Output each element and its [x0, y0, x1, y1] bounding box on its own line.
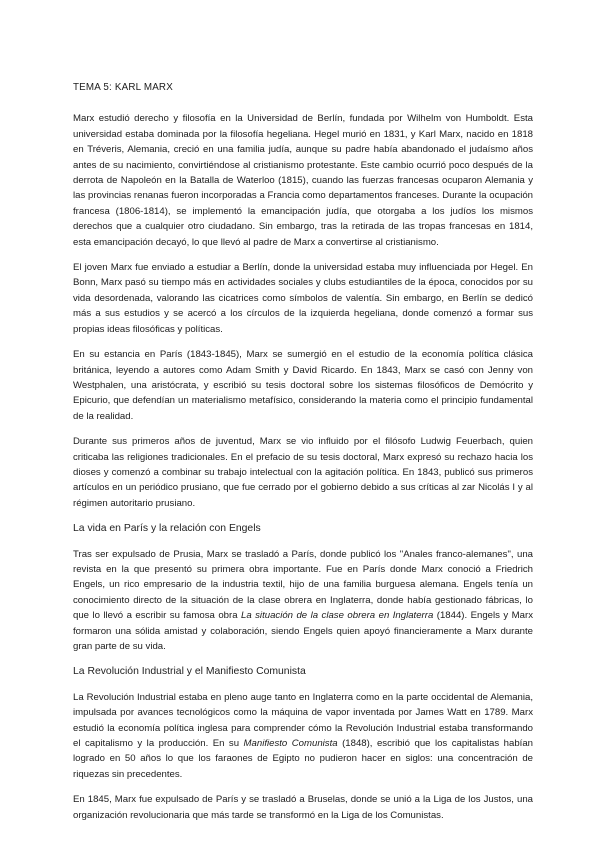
text-run: (1844). Engels y Marx formaron una sólida amistad y colaboración, siendo Engels quien apoyó financieramente a Marx durante gran parte de su vida.: [73, 610, 533, 652]
document-title: TEMA 5: KARL MARX: [73, 82, 173, 93]
book-title: Manifiesto Comunista: [243, 738, 338, 750]
section-heading: La Revolución Industrial y el Manifiesto Comunista: [73, 666, 306, 678]
paragraph: [73, 547, 533, 655]
book-title: La situación de la clase obrera en Inglaterra: [241, 610, 434, 622]
paragraph: Durante sus primeros años de juventud, Marx se vio influido por el filósofo Ludwig Feuerbach, quien criticaba las religiones tradicionales. En el prefacio de su tesis doctoral, Marx expresó su rechazo hacia los dioses y comenzó a combinar su trabajo intelectual con la agitación política. En 1843, publicó sus primeros artículos en un periódico prusiano, que fue cerrado por el gobierno debido a sus críticas al zar Nicolás I y al régimen autoritario prusiano.: [73, 436, 533, 509]
text-run: (1848), escribió que los capitalistas habían logrado en 50 años lo que los faraones de Egipto no pudieron hacer en siglos: una concentración de riquezas sin precedentes.: [73, 738, 533, 780]
paragraph: [73, 690, 533, 782]
paragraph: Marx estudió derecho y filosofía en la Universidad de Berlín, fundada por Wilhelm von Humboldt. Esta universidad estaba dominada por la filosofía hegeliana. Hegel murió en 1831, y Karl Marx, nacido en 1818 en Tréveris, Alemania, creció en una familia judía, aunque su padre había abandonado el judaísmo años antes de su nacimiento, convirtiéndose al cristianismo protestante. Este cambio ocurrió poco después de la derrota de Napoleón en la Batalla de Waterloo (1815), cuando las fuerzas francesas ocuparon Alemania y las provincias renanas fueron incorporadas a Francia como departamentos franceses. Durante la ocupación francesa (1806-1814), se implementó la emancipación judía, que otorgaba a los judíos los mismos derechos que a cualquier otro ciudadano. Sin embargo, tras la retirada de las tropas francesas en 1814, esta emancipación decayó, lo que llevó al padre de Marx a convertirse al cristianismo.: [73, 113, 533, 248]
text-run: La Revolución Industrial estaba en pleno auge tanto en Inglaterra como en la parte occidental de Alemania, impulsada por avances tecnológicos como la máquina de vapor inventada por James Watt en 1789. Marx estudió la economía política inglesa para comprender cómo la Revolución Industrial estaba transformando el capitalismo y la producción. En su: [73, 691, 533, 750]
section-heading: La vida en París y la relación con Engels: [73, 523, 261, 535]
paragraph: El joven Marx fue enviado a estudiar a Berlín, donde la universidad estaba muy influenciada por Hegel. En Bonn, Marx pasó su tiempo más en actividades sociales y clubs estudiantiles de la época, conocidos por su vida desordenada, valorando las cicatrices como símbolos de valentía. Sin embargo, en Berlín se dedicó más a sus estudios y se acercó a los círculos de la izquierda hegeliana, donde comenzó a formar sus propias ideas filosóficas y políticas.: [73, 262, 533, 335]
document-page: [73, 80, 533, 833]
paragraph: En su estancia en París (1843-1845), Marx se sumergió en el estudio de la economía política clásica británica, leyendo a autores como Adam Smith y David Ricardo. En 1843, Marx se casó con Jenny von Westphalen, una aristócrata, y escribió su tesis doctoral sobre los sistemas filosóficos de Demócrito y Epicurio, que defendían un materialismo metafísico, considerando la materia como el principio fundamental de la realidad.: [73, 349, 533, 422]
text-run: Tras ser expulsado de Prusia, Marx se trasladó a París, donde publicó los "Anales franco-alemanes", una revista en la que presentó su primera obra importante. Fue en París donde Marx conoció a Friedrich Engels, un rico empresario de la industria textil, hijo de una familia burguesa alemana. Engels tenía un conocimiento directo de la situación de la clase obrera en Inglaterra, donde había gestionado fábricas, lo que lo llevó a escribir su famosa obra: [73, 548, 533, 622]
paragraph: En 1845, Marx fue expulsado de París y se trasladó a Bruselas, donde se unió a la Liga de los Justos, una organización revolucionaria que más tarde se transformó en la Liga de los Comunistas.: [73, 794, 533, 821]
